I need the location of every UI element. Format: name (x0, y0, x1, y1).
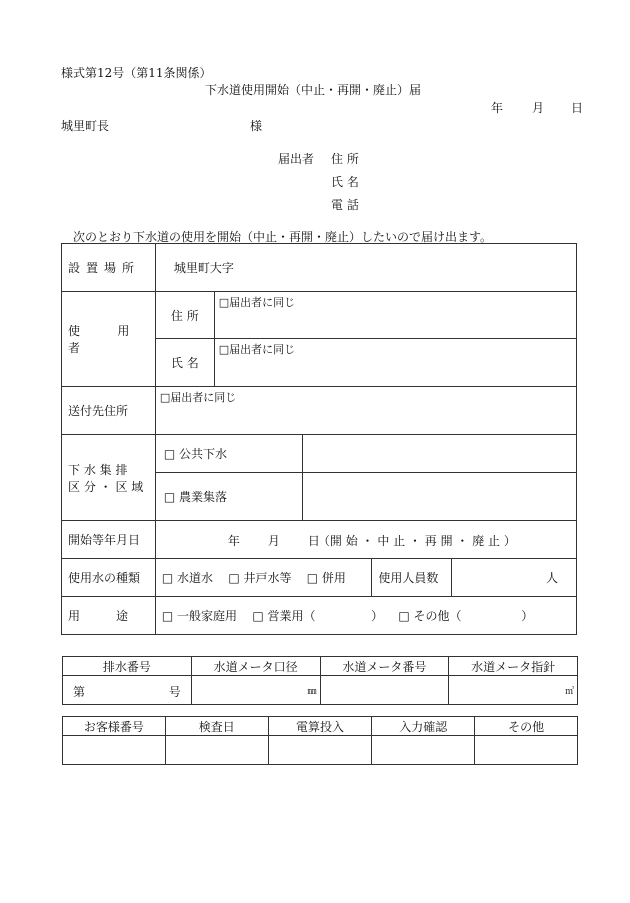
install-location-label: 設置場所 (62, 244, 156, 292)
drain-number-field[interactable] (63, 676, 192, 705)
sewer-public-option[interactable]: □ 公共下水 (155, 435, 302, 473)
office-header-computer-input: 電算投入 (268, 717, 372, 736)
water-type-tap-checkbox[interactable]: □ 水道水 (161, 571, 214, 585)
user-address-label: 住 所 (155, 292, 214, 339)
inspection-date-field[interactable] (165, 736, 268, 765)
mailing-address-field[interactable] (155, 387, 576, 435)
start-date-field[interactable] (155, 521, 576, 559)
input-check-field[interactable] (372, 736, 475, 765)
office-table (62, 716, 578, 765)
start-date-month: 月 (267, 534, 280, 548)
sewer-agri-option[interactable]: □ 農業集落 (155, 473, 302, 521)
user-name-field[interactable] (214, 339, 576, 387)
purpose-business-checkbox[interactable]: □ 営業用（ (252, 609, 316, 623)
meter-header-drain-number: 排水番号 (63, 657, 192, 676)
meter-reading-field[interactable] (449, 676, 578, 705)
form-number: 様式第12号（第11条関係） (61, 66, 212, 80)
other-field[interactable] (475, 736, 578, 765)
computer-input-field[interactable] (268, 736, 372, 765)
purpose-label: 用 途 (62, 597, 156, 635)
applicant-name-label: 氏 名 (331, 175, 359, 189)
water-type-options[interactable] (155, 559, 371, 597)
sewer-category-label-line2: 区 分 ・ 区 域 (68, 479, 144, 494)
install-location-value[interactable]: 城里町大字 (155, 244, 576, 292)
applicant-address-label: 住 所 (331, 152, 359, 166)
start-date-options: （開 始 ・ 中 止 ・ 再 開 ・ 廃 止 ） (317, 534, 516, 548)
sewer-category-label-line1: 下 水 集 排 (68, 462, 128, 477)
meter-header-reading: 水道メータ指針 (449, 657, 578, 676)
applicant-phone-label: 電 話 (331, 198, 359, 212)
meter-header-meter-number: 水道メータ番号 (320, 657, 449, 676)
addressee: 城里町長 (61, 119, 110, 133)
users-count-field[interactable]: 人 (452, 559, 577, 597)
form-title: 下水道使用開始（中止・再開・廃止）届 (205, 83, 422, 97)
sewer-category-label (62, 435, 156, 521)
start-date-day: 日 (307, 534, 320, 548)
same-as-applicant-checkbox[interactable]: □届出者に同じ (159, 391, 237, 404)
user-address-field[interactable] (214, 292, 576, 339)
water-type-well-checkbox[interactable]: □ 井戸水等 (228, 571, 292, 585)
purpose-other-close: ） (521, 609, 534, 623)
water-type-label: 使用水の種類 (62, 559, 156, 597)
meter-header-diameter: 水道メータ口径 (191, 657, 320, 676)
water-type-both-checkbox[interactable]: □ 併用 (306, 571, 346, 585)
date-year-label: 年 (491, 101, 504, 115)
date-day-label: 日 (571, 101, 584, 115)
same-as-applicant-checkbox[interactable]: □届出者に同じ (218, 343, 296, 356)
office-header-customer-number: お客様番号 (63, 717, 166, 736)
meter-number-field[interactable] (320, 676, 449, 705)
diameter-unit: ㎜ (307, 687, 317, 697)
purpose-business-close: ） (371, 609, 384, 623)
purpose-options[interactable] (155, 597, 576, 635)
meter-table (62, 656, 578, 705)
applicant-label: 届出者 (278, 152, 315, 166)
date-month-label: 月 (532, 101, 545, 115)
sewer-public-field[interactable] (302, 435, 576, 473)
purpose-other-checkbox[interactable]: □ その他（ (398, 609, 462, 623)
same-as-applicant-checkbox[interactable]: □届出者に同じ (218, 296, 296, 309)
mailing-address-label: 送付先住所 (62, 387, 156, 435)
office-header-other: その他 (475, 717, 578, 736)
drain-number-suffix: 号 (168, 685, 181, 699)
purpose-household-checkbox[interactable]: □ 一般家庭用 (161, 609, 238, 623)
office-header-inspection-date: 検査日 (165, 717, 268, 736)
start-date-year: 年 (227, 534, 240, 548)
intro-text: 次のとおり下水道の使用を開始（中止・再開・廃止）したいので届け出ます。 (73, 230, 493, 244)
user-name-label: 氏 名 (155, 339, 214, 387)
reading-unit: ㎥ (564, 687, 574, 697)
honorific: 様 (250, 119, 263, 133)
office-header-input-check: 入力確認 (372, 717, 475, 736)
sewer-agri-field[interactable] (302, 473, 576, 521)
user-label: 使 用 者 (62, 292, 156, 387)
customer-number-field[interactable] (63, 736, 166, 765)
drain-number-prefix: 第 (73, 685, 86, 699)
meter-diameter-field[interactable] (191, 676, 320, 705)
users-count-label: 使用人員数 (372, 559, 452, 597)
main-form-table (61, 243, 577, 635)
start-date-label: 開始等年月日 (62, 521, 156, 559)
